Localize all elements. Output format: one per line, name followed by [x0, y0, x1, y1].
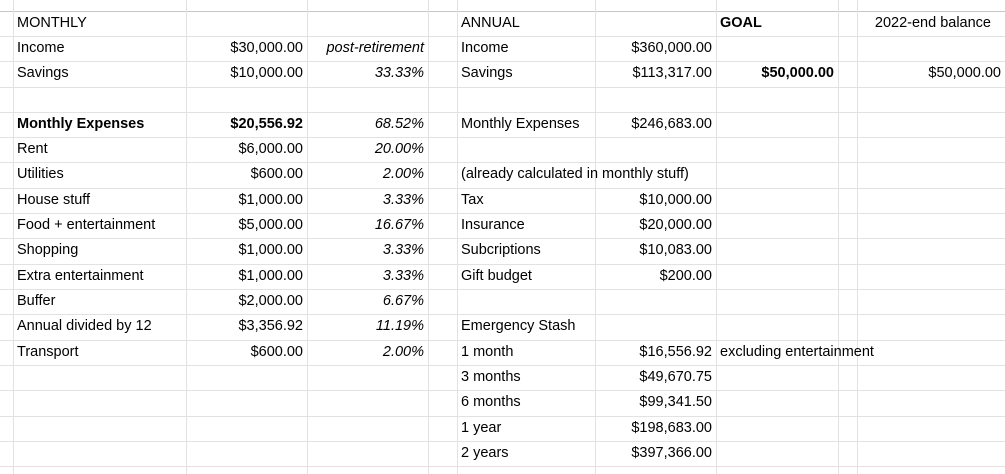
cell-annual-savings-value[interactable]: $113,317.00 — [632, 65, 712, 81]
cell-monthly-expenses-label[interactable]: Monthly Expenses — [17, 116, 145, 132]
cell-expense-pct[interactable]: 6.67% — [382, 293, 424, 309]
cell-emergency-period[interactable]: 1 month — [461, 344, 514, 360]
cell-emergency-period[interactable]: 3 months — [461, 369, 521, 385]
cell-emergency-period[interactable]: 6 months — [461, 394, 521, 410]
cell-monthly-expenses-value[interactable]: $20,556.92 — [230, 116, 303, 132]
cell-expense-label[interactable]: Shopping — [17, 242, 79, 258]
cell-monthly-income-note[interactable]: post-retirement — [326, 40, 424, 56]
cell-monthly-savings-pct[interactable]: 33.33% — [374, 65, 424, 81]
cell-emergency-value[interactable]: $99,341.50 — [639, 394, 712, 410]
gridline — [428, 0, 429, 474]
cell-annual-item-value[interactable]: $200.00 — [659, 268, 712, 284]
cell-expense-pct[interactable]: 3.33% — [382, 268, 424, 284]
gridline — [0, 87, 1005, 88]
cell-expense-value[interactable]: $600.00 — [250, 344, 303, 360]
cell-expense-value[interactable]: $1,000.00 — [238, 192, 303, 208]
cell-emergency-period[interactable]: 1 year — [461, 420, 502, 436]
gridline — [838, 0, 839, 474]
cell-expense-label[interactable]: Transport — [17, 344, 79, 360]
cell-expense-label[interactable]: Utilities — [17, 166, 64, 182]
cell-expense-label[interactable]: Food + entertainment — [17, 217, 156, 233]
cell-annual-savings-label[interactable]: Savings — [461, 65, 513, 81]
cell-emergency-value[interactable]: $397,366.00 — [631, 445, 712, 461]
cell-annual-item-value[interactable]: $10,083.00 — [639, 242, 712, 258]
cell-monthly-income-value[interactable]: $30,000.00 — [230, 40, 303, 56]
cell-annual-income-label[interactable]: Income — [461, 40, 509, 56]
cell-expense-pct[interactable]: 2.00% — [382, 344, 424, 360]
cell-annual-item-value[interactable]: $20,000.00 — [639, 217, 712, 233]
cell-balance-header[interactable]: 2022-end balance — [874, 15, 991, 31]
cell-goal-header[interactable]: GOAL — [720, 15, 762, 31]
cell-expense-label[interactable]: Extra entertainment — [17, 268, 144, 284]
cell-expense-value[interactable]: $600.00 — [250, 166, 303, 182]
cell-emergency-label[interactable]: Emergency Stash — [461, 318, 576, 334]
cell-expense-value[interactable]: $1,000.00 — [238, 242, 303, 258]
cell-balance-value[interactable]: $50,000.00 — [928, 65, 1001, 81]
cell-emergency-value[interactable]: $16,556.92 — [639, 344, 712, 360]
cell-annual-note[interactable]: (already calculated in monthly stuff) — [461, 166, 689, 182]
cell-goal-value[interactable]: $50,000.00 — [761, 65, 834, 81]
gridline — [0, 466, 1005, 467]
cell-expense-pct[interactable]: 3.33% — [382, 192, 424, 208]
cell-expense-label[interactable]: Rent — [17, 141, 48, 157]
cell-expense-label[interactable]: Buffer — [17, 293, 56, 309]
cell-expense-label[interactable]: House stuff — [17, 192, 91, 208]
cell-emergency-value[interactable]: $198,683.00 — [631, 420, 712, 436]
cell-annual-item-label[interactable]: Gift budget — [461, 268, 532, 284]
cell-annual-header[interactable]: ANNUAL — [461, 15, 520, 31]
cell-emergency-note[interactable]: excluding entertainment — [720, 344, 874, 360]
cell-annual-item-label[interactable]: Insurance — [461, 217, 525, 233]
cell-monthly-expenses-pct[interactable]: 68.52% — [374, 116, 424, 132]
cell-expense-value[interactable]: $6,000.00 — [238, 141, 303, 157]
cell-expense-pct[interactable]: 16.67% — [374, 217, 424, 233]
cell-expense-pct[interactable]: 11.19% — [375, 318, 424, 334]
cell-emergency-value[interactable]: $49,670.75 — [639, 369, 712, 385]
cell-emergency-period[interactable]: 2 years — [461, 445, 509, 461]
cell-monthly-income-label[interactable]: Income — [17, 40, 65, 56]
cell-annual-item-label[interactable]: Tax — [461, 192, 484, 208]
cell-annual-item-label[interactable]: Subcriptions — [461, 242, 541, 258]
cell-expense-pct[interactable]: 3.33% — [382, 242, 424, 258]
cell-annual-expenses-label[interactable]: Monthly Expenses — [461, 116, 580, 132]
cell-expense-value[interactable]: $3,356.92 — [238, 318, 303, 334]
cell-expense-pct[interactable]: 20.00% — [374, 141, 424, 157]
cell-monthly-savings-label[interactable]: Savings — [17, 65, 69, 81]
cell-annual-income-value[interactable]: $360,000.00 — [631, 40, 712, 56]
cell-monthly-header[interactable]: MONTHLY — [17, 15, 87, 31]
cell-expense-value[interactable]: $2,000.00 — [238, 293, 303, 309]
cell-expense-value[interactable]: $1,000.00 — [238, 268, 303, 284]
cell-expense-value[interactable]: $5,000.00 — [238, 217, 303, 233]
cell-annual-item-value[interactable]: $10,000.00 — [639, 192, 712, 208]
cell-expense-pct[interactable]: 2.00% — [382, 166, 424, 182]
cell-expense-label[interactable]: Annual divided by 12 — [17, 318, 152, 334]
cell-monthly-savings-value[interactable]: $10,000.00 — [230, 65, 303, 81]
cell-annual-expenses-value[interactable]: $246,683.00 — [631, 116, 712, 132]
